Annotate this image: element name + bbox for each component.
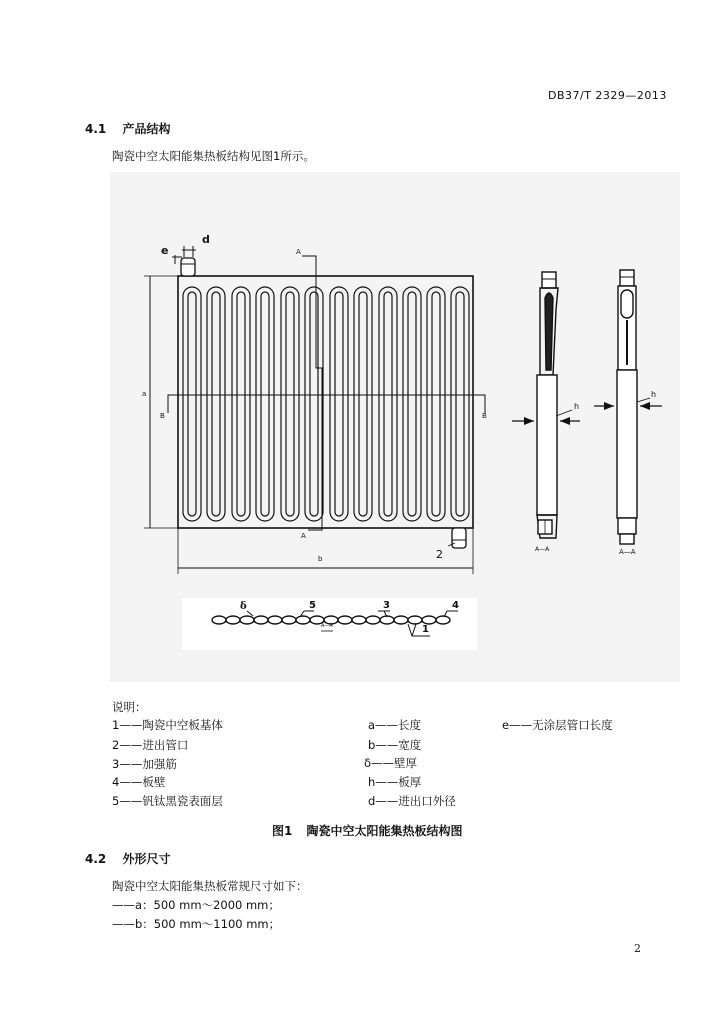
- legend-item: a——长度: [368, 718, 422, 732]
- label-h-2: h: [651, 390, 657, 399]
- label-e: e: [161, 244, 169, 257]
- page-number: 2: [634, 942, 641, 955]
- label-section-view-2: A—A: [619, 548, 636, 556]
- figure-title: 陶瓷中空太阳能集热板结构图: [306, 824, 463, 838]
- legend-item: 2——进出管口: [112, 738, 189, 752]
- legend-item: 3——加强筋: [112, 757, 177, 771]
- dimension-item-b: ——b：500 mm～1100 mm；: [112, 917, 281, 931]
- section-number: 4.1: [85, 122, 107, 136]
- label-section-view-1: A—A: [535, 546, 550, 553]
- label-section-a-top: A: [296, 248, 301, 256]
- legend-item: δ——壁厚: [364, 756, 418, 770]
- label-h-1: h: [574, 402, 580, 411]
- section-4-1-paragraph: 陶瓷中空太阳能集热板结构见图1所示。: [112, 149, 315, 163]
- label-d: d: [202, 233, 210, 246]
- label-scale: A—A: [321, 623, 333, 629]
- figure-caption: [272, 822, 463, 839]
- legend-item: 1——陶瓷中空板基体: [112, 718, 223, 732]
- section-title: 外形尺寸: [122, 852, 171, 866]
- label-section-a-bottom: A: [301, 532, 306, 540]
- label-delta: δ: [240, 601, 247, 612]
- legend-title: 说明：: [112, 700, 147, 714]
- legend-item: 5——钒钛黑瓷表面层: [112, 794, 223, 808]
- label-2: 2: [436, 548, 443, 561]
- legend-item: 4——板壁: [112, 775, 166, 789]
- label-5: 5: [309, 600, 316, 611]
- legend-item: h——板厚: [368, 775, 422, 789]
- figure-number: 图1: [272, 824, 293, 838]
- section-4-2-heading: [85, 850, 170, 867]
- label-a: a: [142, 390, 147, 398]
- label-section-b-right: B: [482, 412, 487, 420]
- legend-item: b——宽度: [368, 738, 422, 752]
- legend-item: d——进出口外径: [368, 794, 456, 808]
- dimension-item-a: ——a：500 mm～2000 mm；: [112, 898, 280, 912]
- legend-item: e——无涂层管口长度: [502, 718, 613, 732]
- label-section-b-left: B: [160, 412, 165, 420]
- label-4: 4: [452, 600, 459, 611]
- section-4-2-paragraph: 陶瓷中空太阳能集热板常规尺寸如下：: [112, 879, 308, 893]
- section-title: 产品结构: [122, 122, 171, 136]
- document-code: DB37/T 2329—2013: [548, 89, 667, 102]
- label-b: b: [318, 555, 323, 563]
- label-3: 3: [383, 600, 390, 611]
- label-1: 1: [422, 624, 429, 635]
- section-number: 4.2: [85, 852, 107, 866]
